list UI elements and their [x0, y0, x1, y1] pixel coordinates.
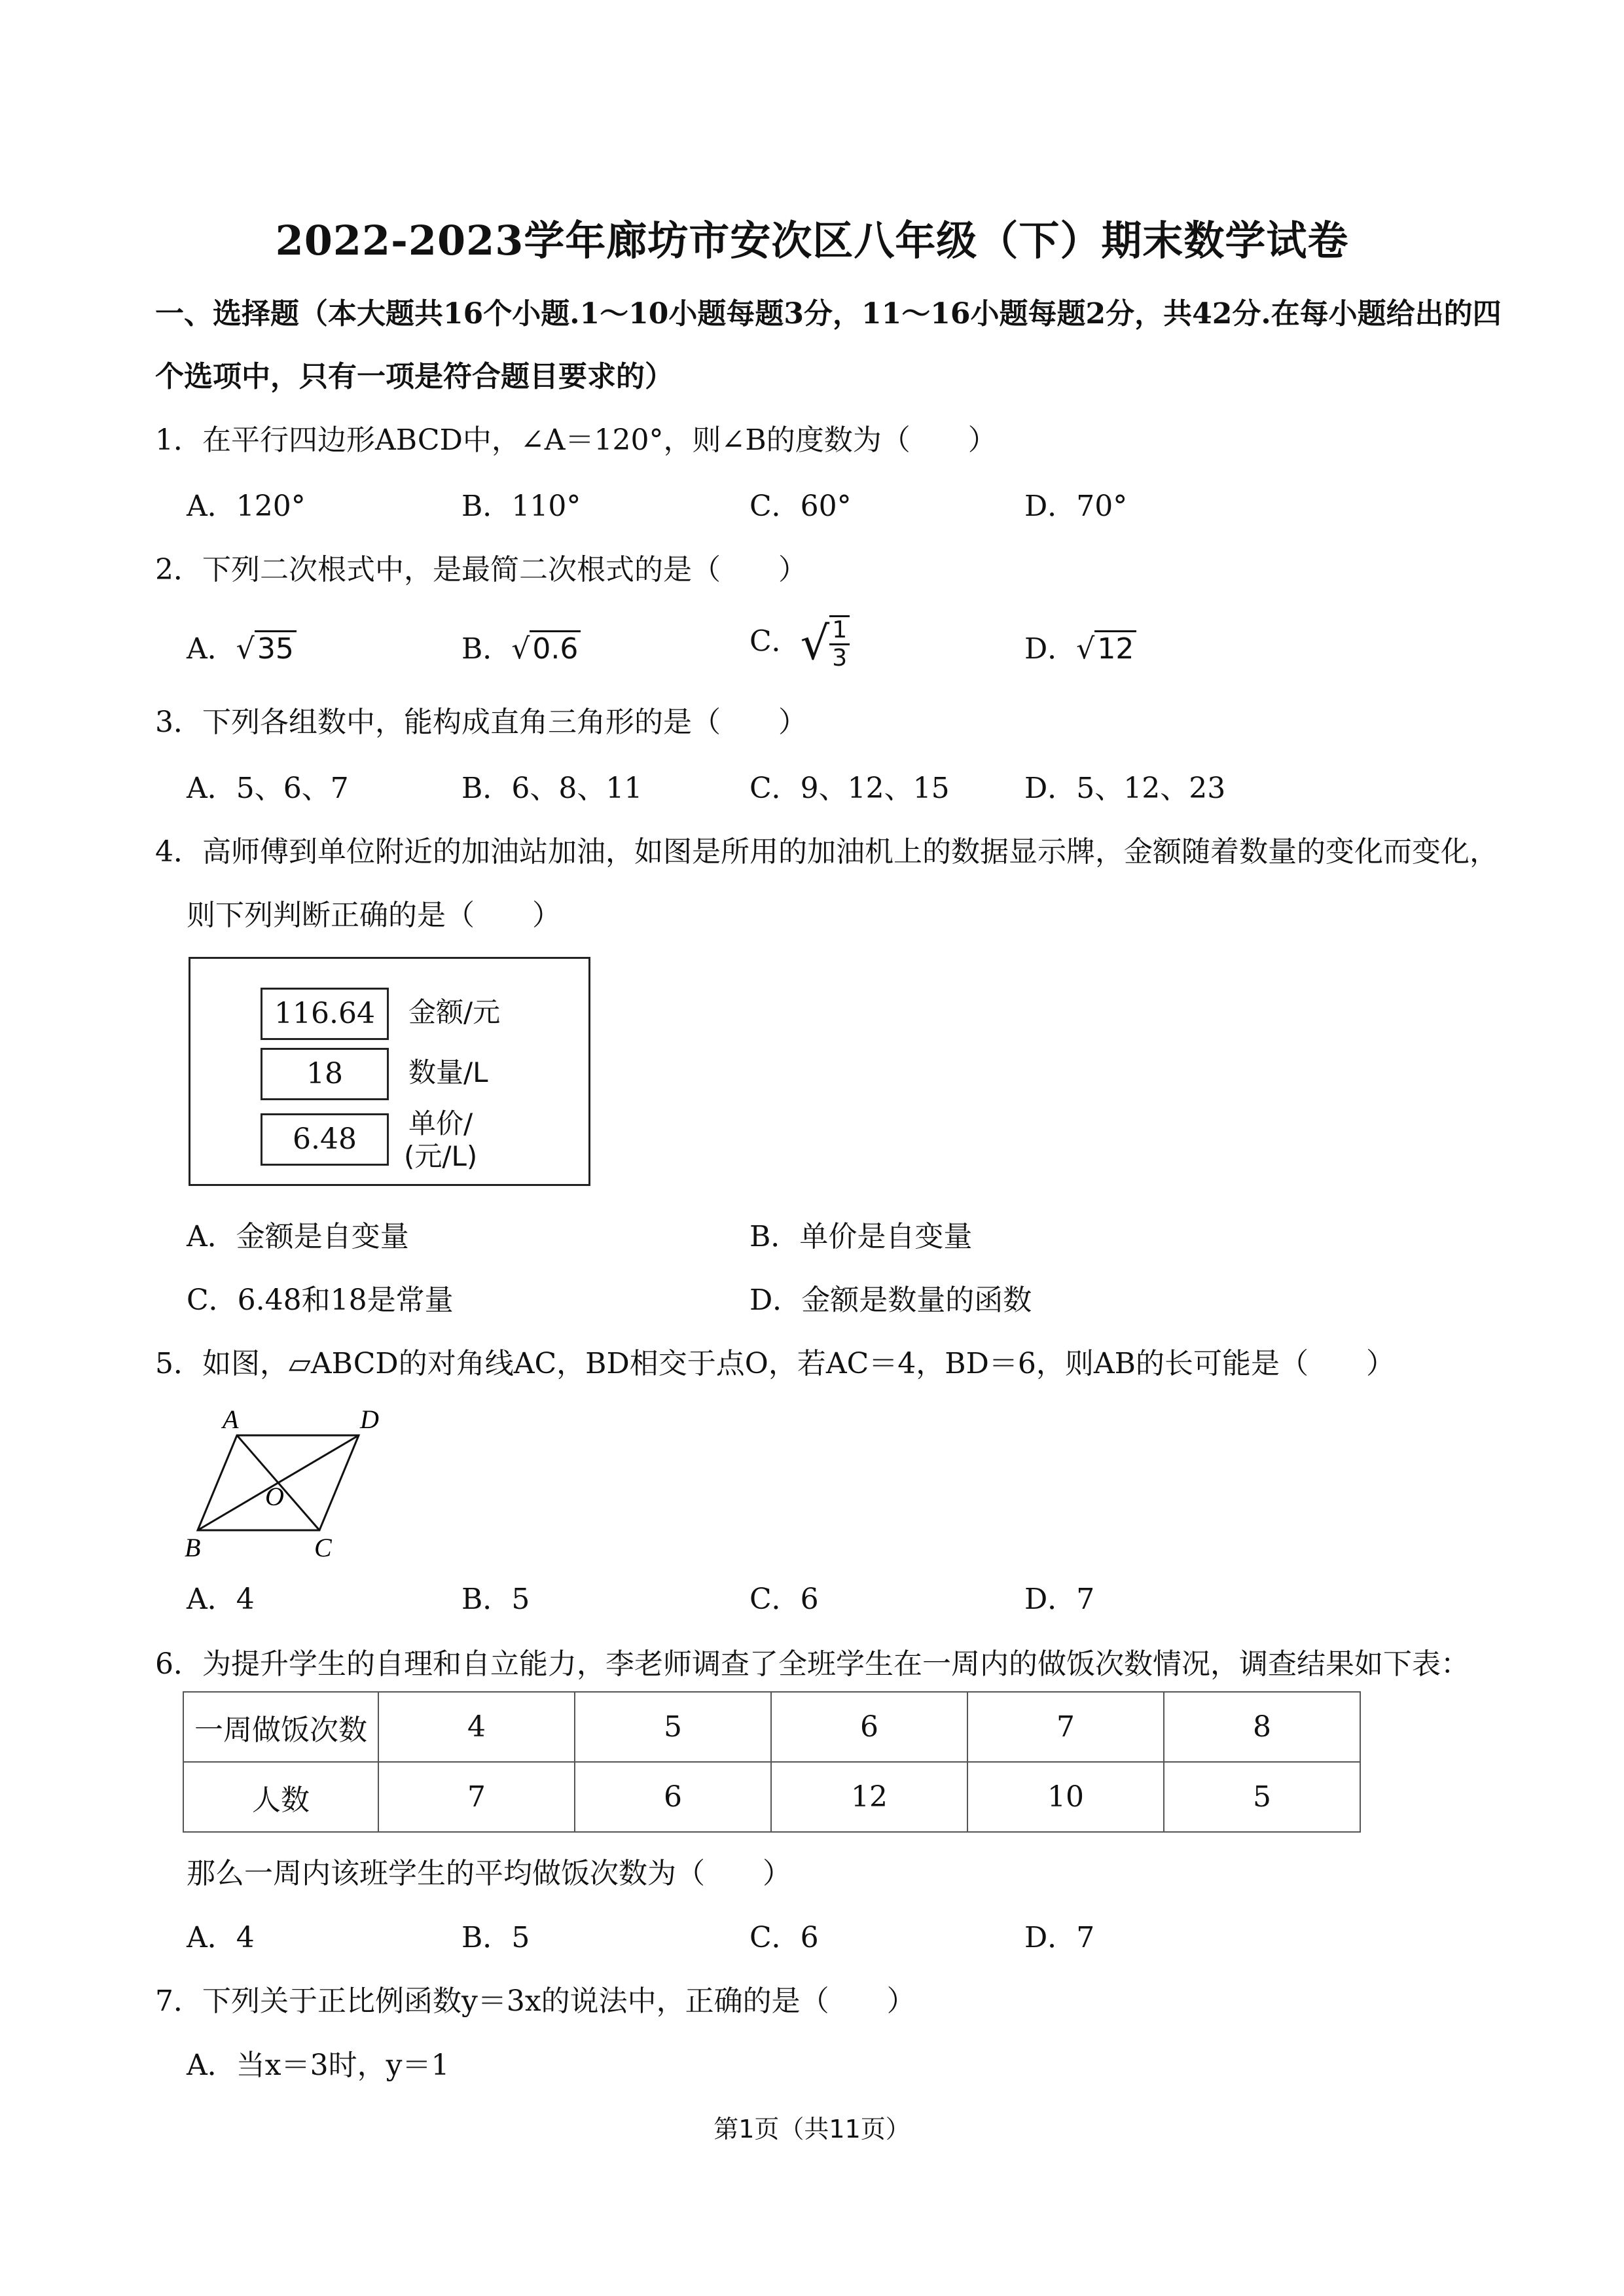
q2-radicand-a: 35	[255, 630, 297, 666]
q5-option-c: C．6	[749, 1583, 819, 1616]
table-cell: 人数	[183, 1762, 378, 1832]
section-heading-line2: 个选项中，只有一项是符合题目要求的）	[155, 360, 674, 393]
question-5-stem: 5．如图，▱ABCD的对角线AC，BD相交于点O，若AC＝4，BD＝6，则AB的长可能是（ ）	[155, 1347, 1395, 1380]
question-4-stem-line1: 4．高师傅到单位附近的加油站加油，如图是所用的加油机上的数据显示牌，金额随着数量的变化而变化，	[155, 835, 1498, 869]
q6-option-c: C．6	[749, 1921, 819, 1954]
sqrt-0-6: √0.6	[511, 630, 581, 669]
center-label-o: O	[265, 1482, 284, 1511]
q1-option-b: B．110°	[461, 490, 581, 523]
quantity-label: 数量/L	[408, 1056, 488, 1088]
q4-option-b: B．单价是自变量	[749, 1220, 973, 1253]
q4-option-d: D．金额是数量的函数	[749, 1283, 1032, 1317]
q4-option-a: A．金额是自变量	[187, 1220, 409, 1253]
q6-option-d: D．7	[1024, 1921, 1095, 1954]
vertex-label-c: C	[314, 1533, 332, 1558]
table-cell: 6	[575, 1762, 771, 1832]
table-cell: 12	[771, 1762, 967, 1832]
page-footer: 第1页（共11页）	[713, 2115, 911, 2144]
quantity-value-box: 18	[261, 1048, 389, 1100]
question-6-stem2: 那么一周内该班学生的平均做饭次数为（ ）	[187, 1857, 791, 1890]
q2-option-b-label: B．	[461, 632, 512, 666]
q3-option-a: A．5、6、7	[187, 772, 349, 805]
q2-frac-num: 1	[829, 617, 850, 645]
q3-option-d: D．5、12、23	[1024, 772, 1226, 805]
price-value-box: 6.48	[261, 1113, 389, 1166]
q2-option-d-label: D．	[1024, 632, 1077, 666]
q4-option-c: C．6.48和18是常量	[187, 1283, 454, 1317]
q2-radicand-d: 12	[1094, 630, 1136, 666]
table-cell: 一周做饭次数	[183, 1692, 378, 1762]
page-title: 2022-2023学年廊坊市安次区八年级（下）期末数学试卷	[275, 217, 1349, 264]
vertex-label-b: B	[185, 1533, 201, 1558]
amount-label: 金额/元	[408, 996, 501, 1028]
q5-option-a: A．4	[187, 1583, 255, 1616]
question-6-stem: 6．为提升学生的自理和自立能力，李老师调查了全班学生在一周内的做饭次数情况，调查结果如下表：	[155, 1647, 1470, 1681]
q2-option-d	[1024, 630, 1136, 669]
sqrt-35: √35	[236, 630, 297, 669]
question-3-stem: 3．下列各组数中，能构成直角三角形的是（ ）	[155, 706, 807, 739]
amount-value-box: 116.64	[261, 988, 389, 1040]
price-label-line1: 单价/	[408, 1107, 473, 1139]
table-row	[183, 1692, 1360, 1762]
q1-option-c: C．60°	[749, 490, 852, 523]
q2-option-c-label: C．	[749, 624, 801, 658]
sqrt-one-third: √ $\frac{1}{3}$	[801, 615, 850, 672]
q3-option-b: B．6、8、11	[461, 772, 643, 805]
q2-option-c	[749, 615, 850, 672]
table-cell: 10	[967, 1762, 1164, 1832]
table-cell: 7	[378, 1762, 575, 1832]
table-cell: 6	[771, 1692, 967, 1762]
vertex-label-a: A	[223, 1407, 239, 1434]
table-cell: 5	[1164, 1762, 1360, 1832]
q1-option-a: A．120°	[187, 490, 306, 523]
q2-option-a-label: A．	[187, 632, 236, 666]
q5-option-d: D．7	[1024, 1583, 1095, 1616]
q5-option-b: B．5	[461, 1583, 530, 1616]
section-heading-line1: 一、选择题（本大题共16个小题.1～10小题每题3分，11～16小题每题2分，共42分.在每小题给出的四	[155, 297, 1502, 331]
q2-option-b	[461, 630, 581, 669]
q3-option-c: C．9、12、15	[749, 772, 950, 805]
q7-option-a: A．当x＝3时，y＝1	[187, 2049, 450, 2082]
table-cell: 4	[378, 1692, 575, 1762]
vertex-label-d: D	[360, 1407, 379, 1434]
price-label-line2: (元/L)	[404, 1140, 478, 1172]
question-2-stem: 2．下列二次根式中，是最简二次根式的是（ ）	[155, 553, 807, 586]
cooking-frequency-table	[183, 1691, 1361, 1833]
question-1-stem: 1．在平行四边形ABCD中，∠A＝120°，则∠B的度数为（ ）	[155, 423, 997, 457]
sqrt-12: √12	[1076, 630, 1136, 669]
fuel-pump-display	[189, 957, 590, 1186]
question-4-stem-line2: 则下列判断正确的是（ ）	[187, 899, 561, 932]
q2-radicand-b: 0.6	[530, 630, 581, 666]
table-cell: 8	[1164, 1692, 1360, 1762]
parallelogram-figure	[183, 1407, 399, 1558]
table-cell: 7	[967, 1692, 1164, 1762]
q6-option-a: A．4	[187, 1921, 255, 1954]
table-cell: 5	[575, 1692, 771, 1762]
question-7-stem: 7．下列关于正比例函数y＝3x的说法中，正确的是（ ）	[155, 1984, 916, 2018]
q6-option-b: B．5	[461, 1921, 530, 1954]
q2-frac-den: 3	[832, 645, 848, 672]
q1-option-d: D．70°	[1024, 490, 1128, 523]
table-row	[183, 1762, 1360, 1832]
q2-option-a	[187, 630, 297, 669]
